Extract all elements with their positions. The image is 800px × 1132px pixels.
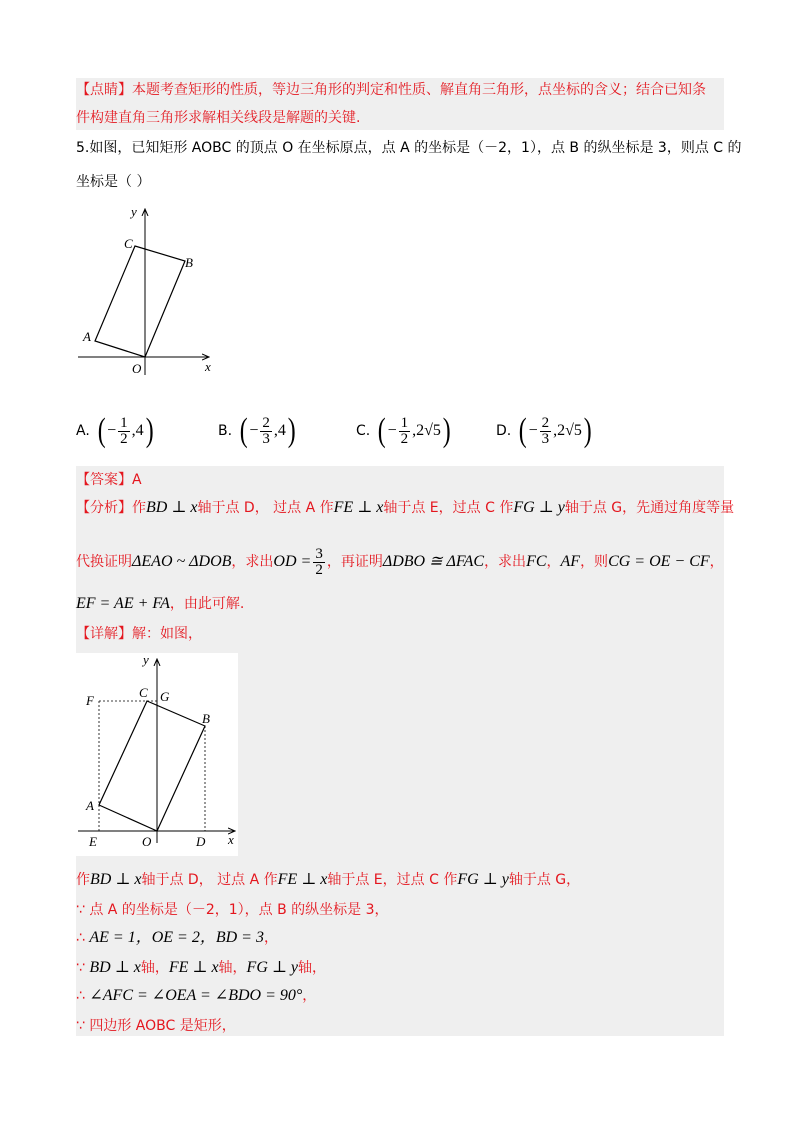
rectangle-aobc-2 <box>99 701 205 831</box>
fraction: $\frac{2}{3}$ <box>262 414 270 447</box>
figure-1-coordinate-diagram <box>74 200 219 380</box>
note-line-1: 【点睛】本题考查矩形的性质，等边三角形的判定和性质、解直角三角形，点坐标的含义；结合已知条 <box>76 82 706 98</box>
label-g-2: G <box>160 689 170 704</box>
fraction: $\frac{2}{3}$ <box>541 414 550 447</box>
label-c: C <box>124 236 133 251</box>
step-5: ∴ ∠AFC = ∠OEA = ∠BDO = 90°， <box>76 987 317 1004</box>
fraction: $\frac{1}{2}$ <box>400 414 409 447</box>
fraction: $\frac{1}{2}$ <box>120 414 128 447</box>
question-line-1: 5.如图，已知矩形 AOBC 的顶点 O 在坐标原点，点 A 的坐标是（－2，1），点 B 的纵坐标是 3，则点 C 的 <box>76 140 742 156</box>
label-o-2: O <box>142 834 152 849</box>
note-line-2: 件构建直角三角形求解相关线段是解题的关键. <box>76 110 361 126</box>
label-a: A <box>83 329 91 344</box>
detail-heading: 【详解】解：如图， <box>76 626 202 642</box>
option-b[interactable]: B. ( − $\frac{2}{3}$ ,4 ) <box>218 412 296 449</box>
option-c[interactable]: C. ( − $\frac{1}{2}$ ,2√5 ) <box>356 412 451 449</box>
analysis-line-3: EF = AE + FA，由此可解. <box>76 595 245 612</box>
fraction-3-2: $\frac{3}{2}$ <box>315 545 323 578</box>
label-f-2: F <box>86 693 94 708</box>
label-x: x <box>205 359 211 374</box>
analysis-line-1: 【分析】作BD ⊥ x轴于点 D， 过点 A 作FE ⊥ x轴于点 E，过点 C 作FG ⊥ y轴于点 G，先通过角度等量 <box>76 499 735 516</box>
step-2: ∵ 点 A 的坐标是（－2，1），点 B 的纵坐标是 3， <box>76 902 389 918</box>
step-4: ∵ BD ⊥ x轴，FE ⊥ x轴，FG ⊥ y轴， <box>76 959 327 976</box>
label-a-2: A <box>86 798 94 813</box>
label-e-2: E <box>89 834 97 849</box>
label-y-2: y <box>143 652 149 667</box>
label-b-2: B <box>202 711 210 726</box>
analysis-line-2: 代换证明 ΔEAO ~ ΔDOB ，求出 OD = $\frac{3}{2}$ ，再证明 ΔDBO ≅ ΔFAC ，求出 FC ， AF ，则 CG = OE − CF ， <box>76 545 724 578</box>
option-d[interactable]: D. ( − $\frac{2}{3}$ ,2√5 ) <box>496 412 592 449</box>
step-6: ∵ 四边形 AOBC 是矩形， <box>76 1018 236 1034</box>
label-c-2: C <box>139 685 148 700</box>
label-x-2: x <box>228 832 234 847</box>
answer-line: 【答案】A <box>76 472 142 488</box>
label-d-2: D <box>196 834 206 849</box>
label-b: B <box>185 255 193 270</box>
label-o: O <box>132 361 142 376</box>
option-a[interactable]: A. ( − $\frac{1}{2}$ ,4 ) <box>76 412 154 449</box>
label-y: y <box>131 204 137 219</box>
figure-2-coordinate-diagram <box>76 648 246 856</box>
rectangle-aobc <box>95 246 185 357</box>
step-1: 作BD ⊥ x轴于点 D， 过点 A 作FE ⊥ x轴于点 E，过点 C 作FG ⊥ y轴于点 G， <box>76 871 581 888</box>
question-line-2: 坐标是（ ） <box>76 174 151 190</box>
step-3: ∴ AE = 1，OE = 2，BD = 3， <box>76 929 278 946</box>
